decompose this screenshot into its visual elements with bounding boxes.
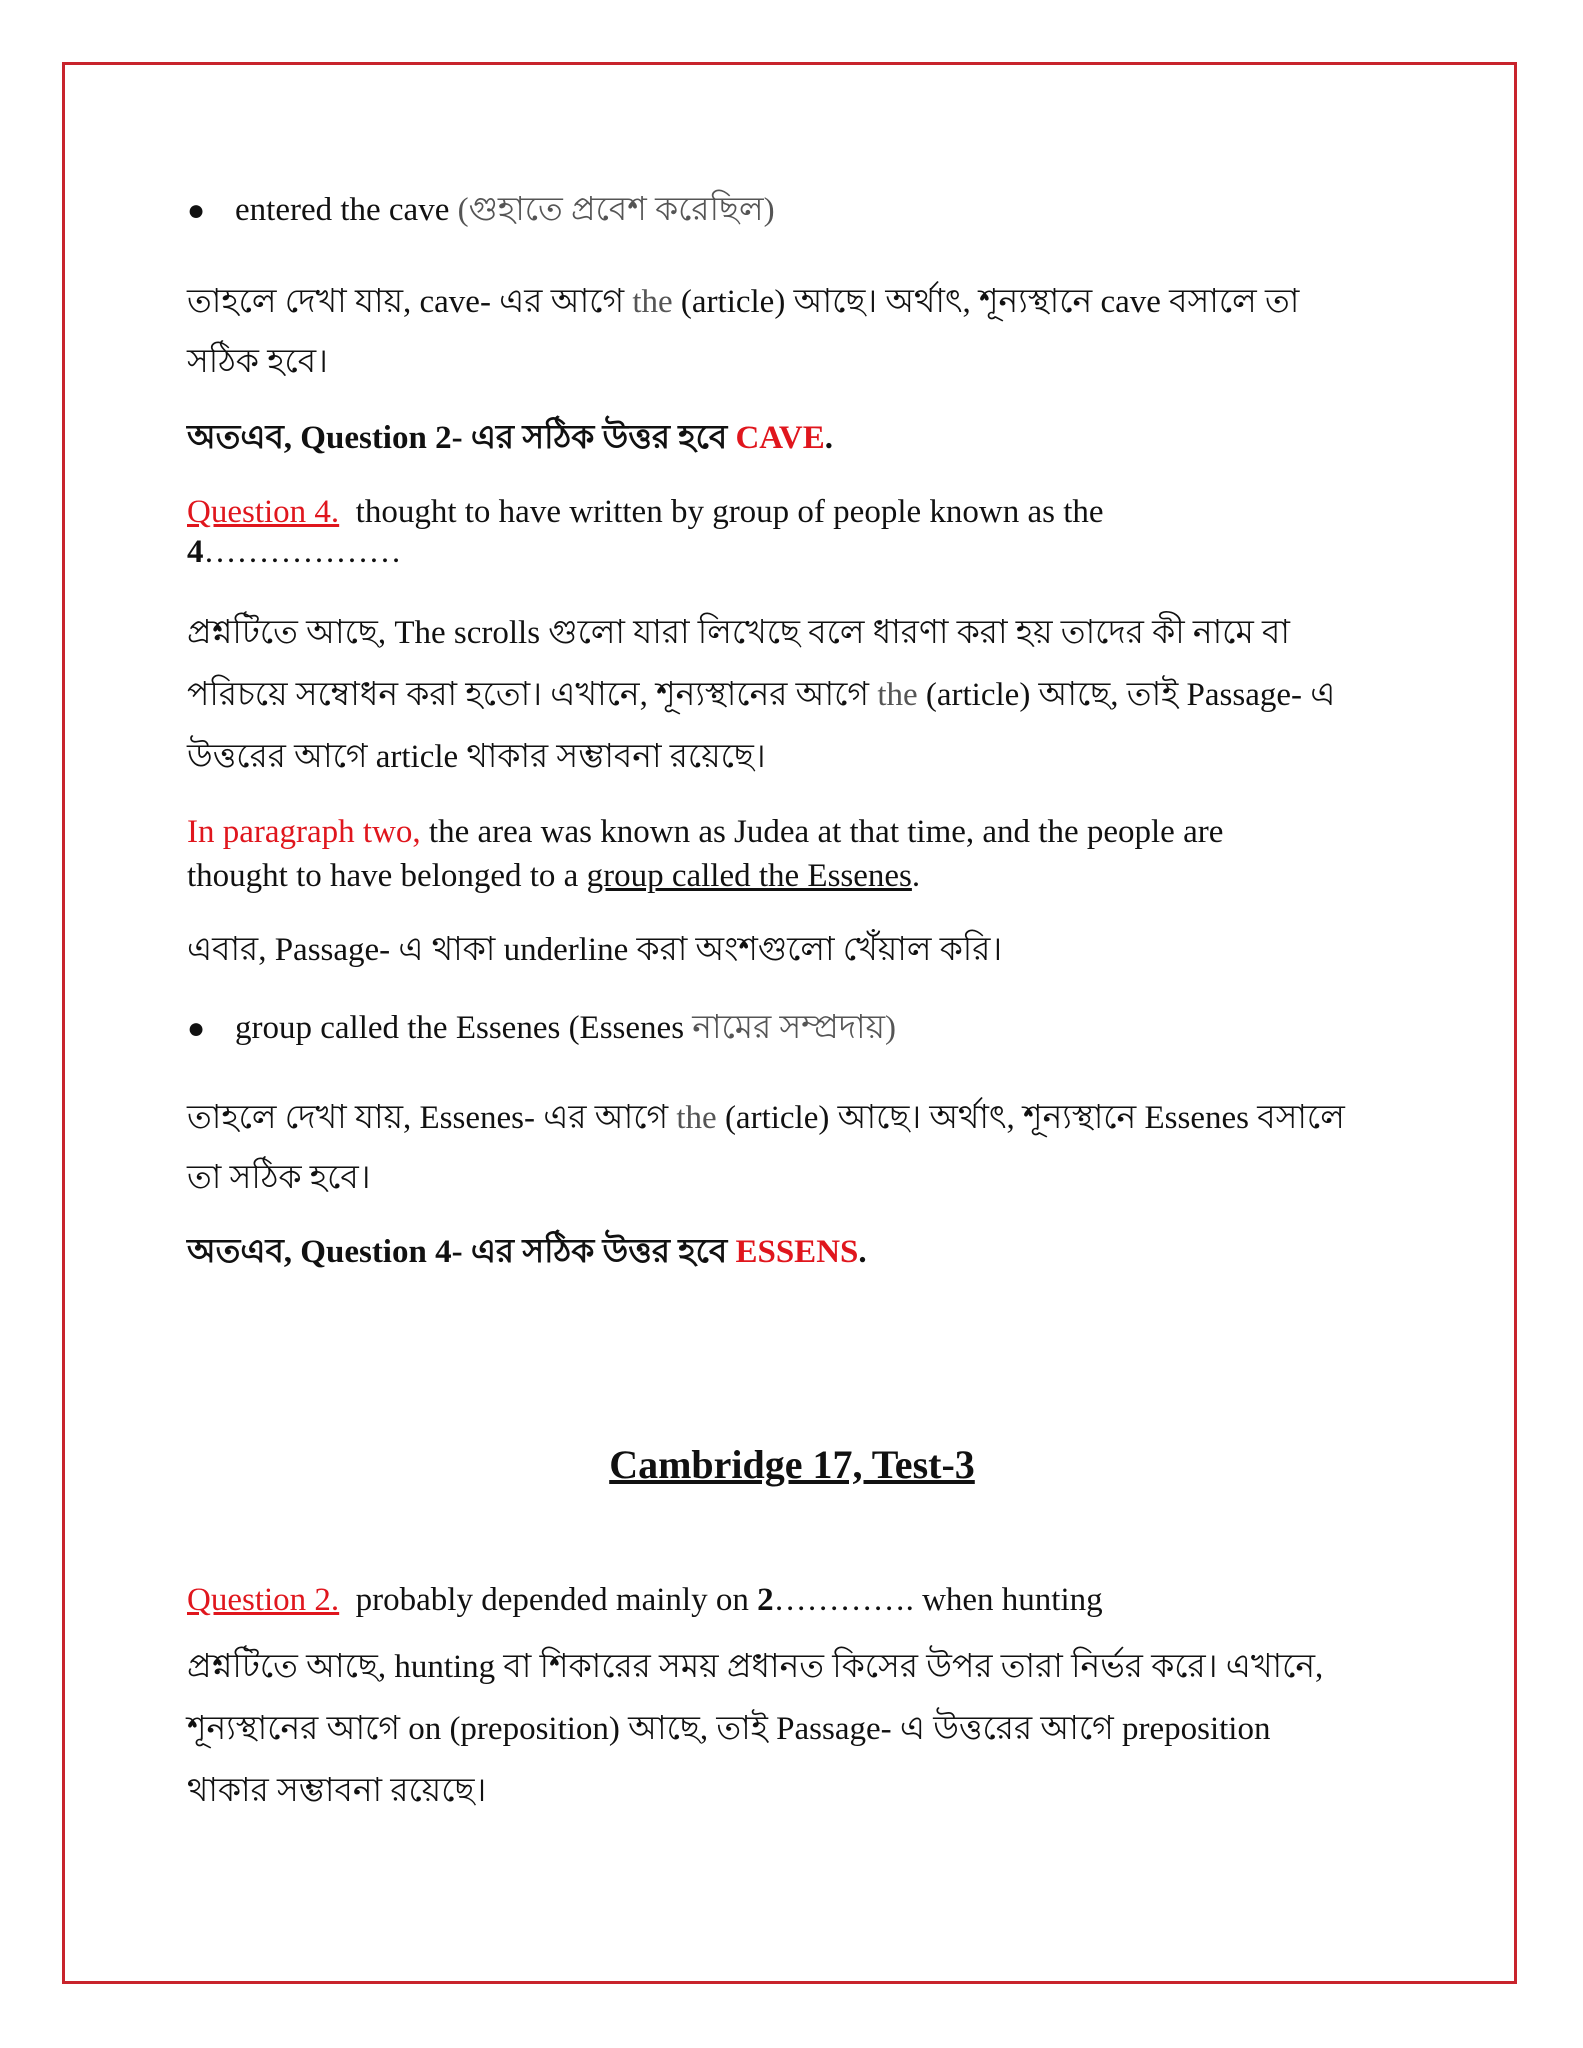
question-blank: …………. when hunting [773,1582,1103,1618]
line [187,532,1397,572]
passage-lead: In paragraph two, [187,814,421,850]
bullet-text [235,190,775,231]
line [187,854,1417,898]
bullet-text [235,1008,896,1049]
explanation-paragraph-4 [187,1636,1437,1822]
line: প্রশ্নটিতে আছে, hunting বা শিকারের সময় প্রধানত কিসের উপর তারা নির্ভর করে। এখানে, [187,1649,1324,1685]
text: তাহলে দেখা যায়, cave- এর আগে [187,284,625,320]
answer-word: ESSENS [735,1234,859,1270]
text: পরিচয়ে সম্বোধন করা হতো। এখানে, শূন্যস্থানের আগে [187,677,870,713]
question-2 [187,1580,1103,1621]
text: (article) আছে। অর্থাৎ, শূন্যস্থানে cave বসালে তা [680,284,1300,320]
bullet-bengali: নামের সম্প্রদায়) [692,1010,897,1046]
question-label: Question 2. [187,1582,340,1618]
question-4 [187,492,1397,572]
line [187,492,1397,532]
section-heading: Cambridge 17, Test-3 [609,1442,975,1487]
text: the [877,677,918,713]
explanation-paragraph-2 [187,602,1417,788]
question-text: probably depended mainly on [355,1582,749,1618]
bullet-icon: ● [187,1012,206,1045]
answer-line-q2 [187,418,833,459]
line: শূন্যস্থানের আগে on (preposition) আছে, তাই Passage- এ উত্তরের আগে preposition [187,1711,1271,1747]
text: (article) আছে। অর্থাৎ, শূন্যস্থানে Essenes বসালে [724,1100,1345,1136]
line: প্রশ্নটিতে আছে, The scrolls গুলো যারা লিখেছে বলে ধারণা করা হয় তাদের কী নামে বা [187,615,1290,651]
question-label: Question 4. [187,494,340,530]
passage-excerpt [187,810,1417,898]
line [187,810,1417,854]
text: তাহলে দেখা যায়, Essenes- এর আগে [187,1100,669,1136]
question-number: 2 [757,1582,774,1618]
answer-suffix: . [858,1234,867,1270]
answer-word: CAVE [735,420,825,456]
line [187,1088,1437,1148]
line: তা সঠিক হবে। [187,1160,371,1196]
question-number: 4 [187,534,204,570]
bullet-icon: ● [187,194,206,227]
line [187,664,1417,726]
explanation-paragraph-3 [187,1088,1437,1208]
text: the [632,284,673,320]
bullet-paren: (Essenes [568,1010,685,1046]
bullet-english: entered the cave [235,192,450,228]
line [187,272,1397,332]
text: thought to have belonged to a [187,858,579,894]
bullet-english: group called the Essenes [235,1010,561,1046]
underlined-phrase: group called the Essenes [586,858,912,894]
question-text: thought to have written by group of people known as the [355,494,1104,530]
bullet-item-cave [187,190,775,231]
instruction-line: এবার, Passage- এ থাকা underline করা অংশগুলো খেঁয়াল করি। [187,932,1003,968]
answer-prefix: অতএব, Question 4- এর সঠিক উত্তর হবে [187,1234,728,1270]
answer-suffix: . [824,420,833,456]
answer-line-q4 [187,1232,867,1273]
question-blank: ……………… [203,534,402,570]
explanation-paragraph-1 [187,272,1397,392]
text: . [911,858,921,894]
text: the [676,1100,717,1136]
answer-prefix: অতএব, Question 2- এর সঠিক উত্তর হবে [187,420,728,456]
line: সঠিক হবে। [187,344,328,380]
text: (article) আছে, তাই Passage- এ [925,677,1336,713]
bullet-item-essenes [187,1008,896,1049]
bullet-bengali: (গুহাতে প্রবেশ করেছিল) [457,192,775,228]
text: the area was known as Judea at that time, and the people are [428,814,1224,850]
line: উত্তরের আগে article থাকার সম্ভাবনা রয়েছে। [187,739,766,775]
line: থাকার সম্ভাবনা রয়েছে। [187,1773,487,1809]
